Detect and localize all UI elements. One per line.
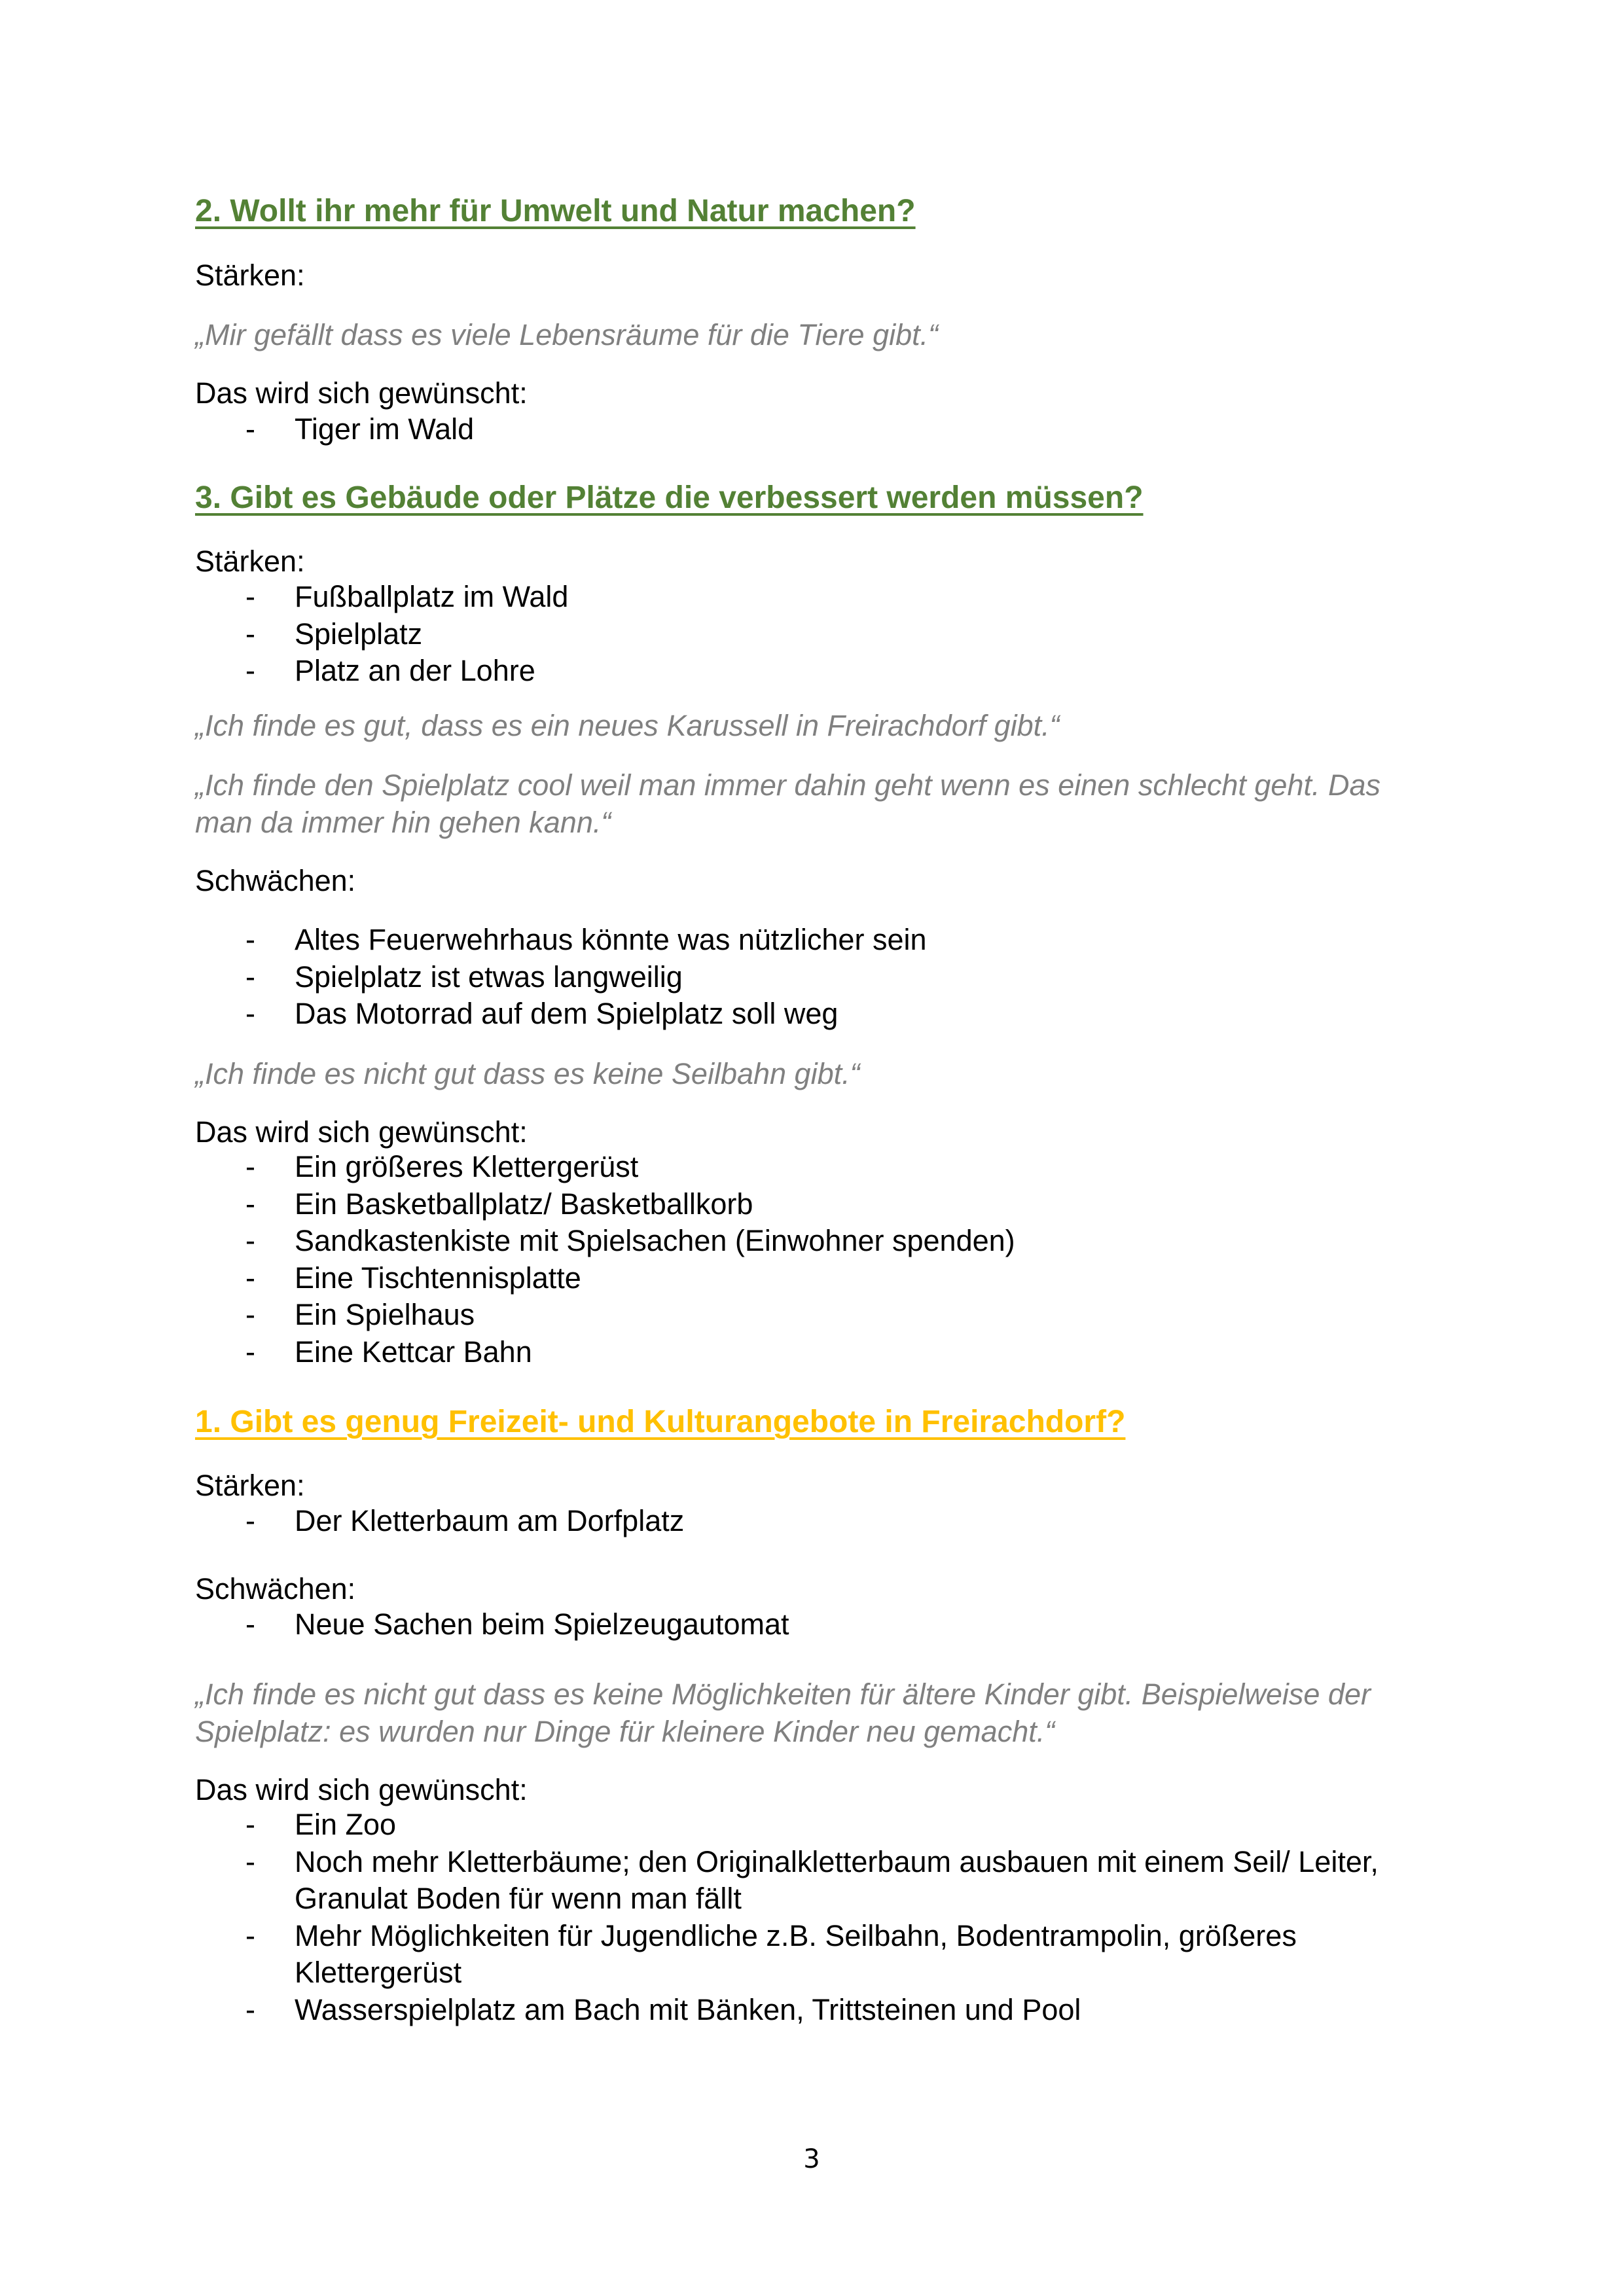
staerken-list bbox=[195, 1503, 1439, 1540]
list-dash: - bbox=[245, 580, 255, 613]
schwaechen-label: Schwächen: bbox=[195, 864, 356, 897]
list-item: - Tiger im Wald bbox=[195, 411, 1439, 448]
staerken-label: Stärken: bbox=[195, 1469, 305, 1502]
quote-text: Spielplatz: es wurden nur Dinge für kleinere Kinder neu gemacht.“ bbox=[195, 1715, 1055, 1748]
list-dash: - bbox=[245, 412, 255, 446]
list-dash: - bbox=[245, 654, 255, 687]
wuensche-label: Das wird sich gewünscht: bbox=[195, 1115, 528, 1149]
list-item: - Ein Spielhaus bbox=[195, 1297, 1439, 1334]
wuensche-label: Das wird sich gewünscht: bbox=[195, 1773, 528, 1806]
list-dash: - bbox=[245, 1992, 255, 2026]
section-heading-umwelt: 2. Wollt ihr mehr für Umwelt und Natur machen? bbox=[195, 194, 916, 228]
list-item: - Sandkastenkiste mit Spielsachen (Einwohner spenden) bbox=[195, 1223, 1439, 1260]
wuensche-list bbox=[195, 1149, 1439, 1371]
list-item: - Eine Kettcar Bahn bbox=[195, 1334, 1439, 1371]
list-dash: - bbox=[245, 1298, 255, 1331]
list-item: - Ein größeres Klettergerüst bbox=[195, 1149, 1439, 1186]
list-item: - Wasserspielplatz am Bach mit Bänken, Trittsteinen und Pool bbox=[195, 1992, 1439, 2029]
list-dash: - bbox=[245, 1504, 255, 1537]
section-heading-freizeit: 1. Gibt es genug Freizeit- und Kulturangebote in Freirachdorf? bbox=[195, 1405, 1126, 1439]
list-dash: - bbox=[245, 1150, 255, 1183]
list-dash: - bbox=[245, 1187, 255, 1221]
list-item: - Altes Feuerwehrhaus könnte was nützlicher sein bbox=[195, 922, 1439, 959]
list-dash: - bbox=[245, 1224, 255, 1257]
list-item: - Der Kletterbaum am Dorfplatz bbox=[195, 1503, 1439, 1540]
list-dash: - bbox=[245, 1607, 255, 1641]
list-dash: - bbox=[245, 617, 255, 651]
wuensche-list bbox=[195, 1806, 1439, 2028]
list-item: - Spielplatz ist etwas langweilig bbox=[195, 959, 1439, 996]
list-item: - Platz an der Lohre bbox=[195, 653, 1439, 690]
list-item: - Fußballplatz im Wald bbox=[195, 579, 1439, 616]
quote-text: „Ich finde es nicht gut dass es keine Möglichkeiten für ältere Kinder gibt. Beispielweise der bbox=[195, 1677, 1371, 1711]
quote-text: „Mir gefällt dass es viele Lebensräume für die Tiere gibt.“ bbox=[195, 318, 939, 351]
list-item: - Spielplatz bbox=[195, 616, 1439, 653]
wuensche-list bbox=[195, 411, 1439, 448]
list-dash: - bbox=[245, 1808, 255, 1841]
schwaechen-label: Schwächen: bbox=[195, 1572, 356, 1605]
staerken-label: Stärken: bbox=[195, 545, 305, 578]
list-dash: - bbox=[245, 997, 255, 1030]
list-item: - Noch mehr Kletterbäume; den Originalkletterbaum ausbauen mit einem Seil/ Leiter, Granulat Boden für wenn man fällt bbox=[245, 1844, 1379, 1915]
list-item: - Neue Sachen beim Spielzeugautomat bbox=[195, 1606, 1439, 1643]
list-dash: - bbox=[245, 1918, 255, 1952]
list-item: - Ein Zoo bbox=[195, 1806, 1439, 1844]
wuensche-label: Das wird sich gewünscht: bbox=[195, 376, 528, 410]
staerken-list bbox=[195, 579, 1439, 690]
list-dash: - bbox=[245, 1844, 255, 1878]
quote-text: man da immer hin gehen kann.“ bbox=[195, 806, 611, 839]
list-dash: - bbox=[245, 923, 255, 956]
quote-text: „Ich finde es nicht gut dass es keine Seilbahn gibt.“ bbox=[195, 1057, 860, 1090]
list-item: - Eine Tischtennisplatte bbox=[195, 1260, 1439, 1297]
list-dash: - bbox=[245, 1335, 255, 1369]
list-item: - Mehr Möglichkeiten für Jugendliche z.B. Seilbahn, Bodentrampolin, größeres Klettergerüst bbox=[245, 1918, 1297, 1989]
schwaechen-list bbox=[195, 922, 1439, 1033]
quote-text: „Ich finde den Spielplatz cool weil man immer dahin geht wenn es einen schlecht geht. Das bbox=[195, 768, 1381, 802]
list-dash: - bbox=[245, 1261, 255, 1295]
staerken-label: Stärken: bbox=[195, 259, 305, 292]
page-number: 3 bbox=[803, 2144, 820, 2174]
list-item: - Das Motorrad auf dem Spielplatz soll weg bbox=[195, 996, 1439, 1033]
list-item: - Ein Basketballplatz/ Basketballkorb bbox=[195, 1186, 1439, 1223]
schwaechen-list bbox=[195, 1606, 1439, 1643]
list-dash: - bbox=[245, 960, 255, 994]
section-heading-gebaeude: 3. Gibt es Gebäude oder Plätze die verbessert werden müssen? bbox=[195, 480, 1144, 515]
quote-text: „Ich finde es gut, dass es ein neues Karussell in Freirachdorf gibt.“ bbox=[195, 709, 1060, 742]
